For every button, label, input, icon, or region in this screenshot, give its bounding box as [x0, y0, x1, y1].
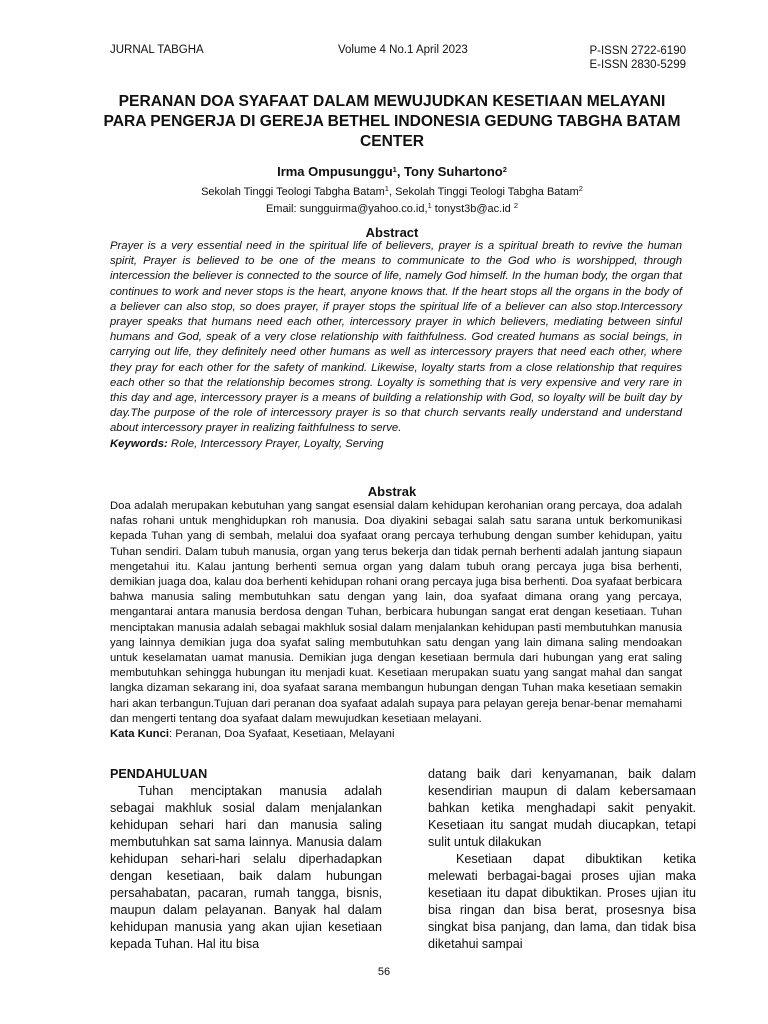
affiliation-1-mark: 1 — [384, 184, 389, 193]
abstract-english — [110, 239, 682, 452]
kata-kunci-values: : Peranan, Doa Syafaat, Kesetiaan, Melayani — [169, 728, 395, 741]
author-1: Irma Ompusunggu — [277, 164, 393, 179]
paragraph-right-2: Kesetiaan dapat dibuktikan ketika melewati berbagai-bagai proses ujian maka kesetiaan itu dapat dibuktikan. Proses ujian itu bisa ringan dan bisa berat, prosesnya bisa singkat bisa panjang, dan lama, dan tidak bisa diketahui sampai — [428, 852, 696, 951]
page-number: 56 — [377, 966, 391, 978]
section-heading-pendahuluan: PENDAHULUAN — [110, 767, 208, 781]
email-1[interactable]: sungguirma@yahoo.co.id, — [299, 203, 428, 215]
affiliation-2: Sekolah Tinggi Teologi Tabgha Batam — [395, 186, 579, 198]
abstract-heading: Abstract — [365, 225, 419, 240]
paragraph-right-1: datang baik dari kenyamanan, baik dalam kesendirian maupun di dalam kebersamaan bahkan ketika menghadapi sakit penyakit. Kesetiaan itu sangat mudah diucapkan, tetapi sulit untuk dilakukan — [428, 767, 696, 849]
paragraph-left-1: Tuhan menciptakan manusia adalah sebagai makhluk sosial dalam menjalankan kehidupan sehari hari dan manusia saling membutuhkan sat sama lainnya. Manusia dalam kehidupan sehari-hari selalu diperhadapkan dengan kesetiaan, baik dalam hubungan persahabatan, pacaran, rumah tangga, bisnis, maupun dalam pelayanan. Banyak hal dalam kehidupan manusia yang akan ujian kesetiaan kepada Tuhan. Hal itu bisa — [110, 784, 382, 951]
email-2[interactable]: tonyst3b@ac.id — [431, 203, 514, 215]
author-1-mark: 1 — [392, 165, 397, 174]
affiliation-block — [100, 182, 684, 216]
keywords-values: Role, Intercessory Prayer, Loyalty, Serving — [167, 437, 384, 450]
keywords-label: Keywords: — [110, 437, 168, 450]
email-label: Email: — [265, 203, 300, 215]
kata-kunci-label: Kata Kunci — [110, 728, 170, 741]
author-separator: , — [396, 164, 405, 179]
volume-info: Volume 4 No.1 April 2023 — [338, 44, 468, 56]
abstrak-text: Doa adalah merupakan kebutuhan yang sangat esensial dalam kehidupan kerohanian orang percaya, doa adalah nafas rohani untuk menghidupkan roh manusia. Doa diyakini sebagai salah satu sarana untuk berkomunikasi kepada Tuhan yang di sembah, melalui doa syafaat orang percaya terhubung dengan sumber kehidupan, yaitu Tuhan sendiri. Dalam tubuh manusia, organ yang terus bekerja dan tidak pernah berhenti adalah jantung siapaun mengetahui itu. Kalau jantung berhenti semua organ yang dalam tubuh orang percaya juga bisa berhenti, demikian juaga doa, kalau doa berhenti kehidupan rohani orang percaya juga bisa berhenti. Doa syafaat berbicara bahwa manusia saling membutuhkan satu dengan yang lain, doa syafaat dimana orang yang percaya, mengantarai antara manusia berdosa dengan Tuhan, berbicara hubungan sangat erat dengan kesetiaan. Tuhan menciptakan manusia adalah sebagai makhluk sosial dalam menjalankan kehidupan pasti membutuhkan manusia yang lainnya demikian juga doa syafat saling membutuhkan satu dengan yang lain dimana saling mendoakan untuk keselamatan uamat manusia. Demikian juga dengan kesetiaan bermula dari hubungan yang erat saling membutuhkan sehingga hubungan itu menjadi kuat. Kesetiaan merupakan suatu yang sangat mahal dan sangat langka dizaman sekarang ini, doa syafaat sarana membangun hubungan dengan Tuhan maka kesetiaan semakin hari akan terbangun.Tujuan dari peranan doa syafaat adalah supaya para pelayan gereja benar-benar memahami dan mengerti tentang doa syafaat dalam mewujudkan kesetiaan melayani. — [110, 500, 682, 725]
kata-kunci-line — [110, 727, 682, 742]
abstract-english-text: Prayer is a very essential need in the spiritual life of believers, prayer is a spiritual breath to revive the human spirit, Prayer is believed to be one of the means to communicate to the God who is worshipped, through intercession the believer is connected to the source of life, namely God himself. In the human body, the organ that continues to work and never stops is the heart, anyone knows that. If the heart stops all the organs in the body of a believer can also stop, so does prayer, if prayer stops the spiritual life of a believer can also stop.Intercessory prayer speaks that humans need each other, intercessory prayer in which believers, mediating between sinful humans and God, speak of a very close relationship with faithfulness. God created humans as social beings, in carrying out life, they definitely need other humans as well as intercessory prayers that need each other, where they pray for each other for the safety of mankind. Likewise, loyalty starts from a close relationship that requires each other so that the relationship becomes strong. Loyalty is something that is very expensive and very rare in this day and age, intercessory prayer is a means of building a relationship with God, so loyalty will be built day by day.The purpose of the role of intercessory prayer is so that church servants really understand and understand about intercessory prayer in realizing faithfulness to serve. — [110, 240, 682, 435]
keywords-line — [110, 437, 682, 452]
email-2-mark: 2 — [513, 201, 519, 210]
author-2-mark: 2 — [502, 165, 507, 174]
e-issn: E-ISSN 2830-5299 — [589, 59, 686, 71]
abstrak-indonesian — [110, 499, 682, 742]
paper-title: PERANAN DOA SYAFAAT DALAM MEWUJUDKAN KESETIAAN MELAYANI PARA PENGERJA DI GEREJA BETHEL INDONESIA GEDUNG TABGHA BATAM CENTER — [103, 93, 681, 150]
journal-name: JURNAL TABGHA — [110, 44, 204, 56]
body-column-left — [110, 766, 382, 953]
p-issn: P-ISSN 2722-6190 — [589, 45, 686, 57]
author-line — [100, 164, 684, 179]
affiliation-separator: , — [388, 186, 396, 198]
issn-block — [589, 44, 686, 72]
affiliation-line — [100, 182, 684, 199]
affiliation-1: Sekolah Tinggi Teologi Tabgha Batam — [201, 186, 385, 198]
affiliation-2-mark: 2 — [578, 184, 583, 193]
email-line — [100, 199, 684, 216]
email-1-mark: 1 — [427, 201, 432, 210]
abstrak-heading: Abstrak — [367, 484, 417, 499]
body-column-right — [428, 766, 696, 953]
running-header — [110, 44, 686, 74]
author-2: Tony Suhartono — [404, 164, 503, 179]
